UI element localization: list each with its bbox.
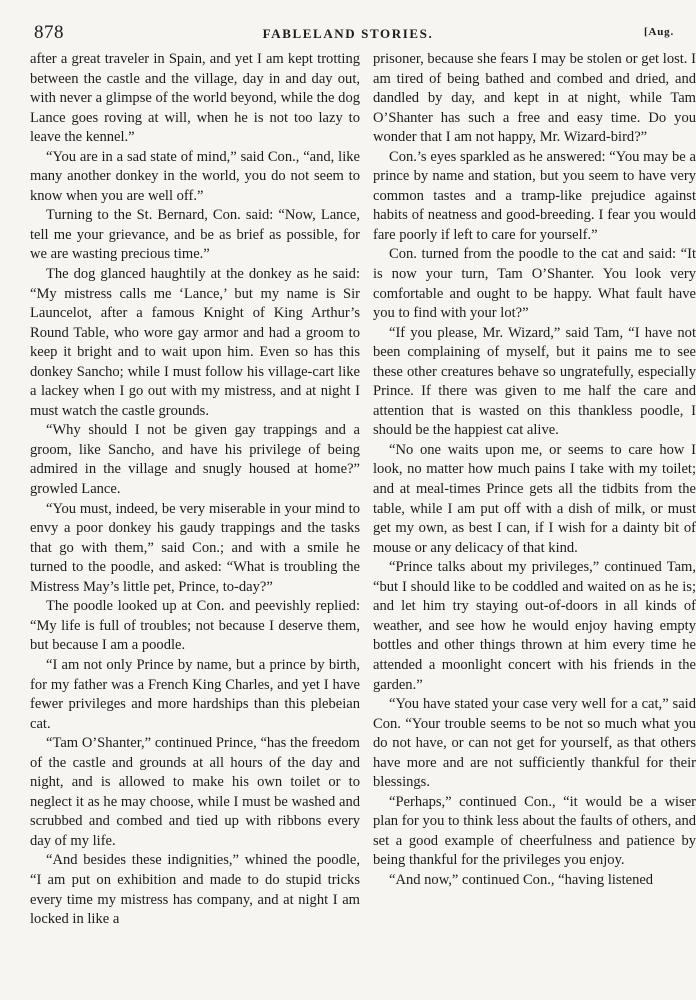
running-title: FABLELAND STORIES.: [262, 26, 434, 41]
paragraph: “No one waits upon me, or seems to care how I look, no matter how much pains I take with my toilet; and at meal-times Prince gets all the tidbits from the table, while I am put off with a dish of milk, or must get my own, as best I can, if I wish for a dainty bit of mouse or any delicacy of that kind.: [373, 441, 696, 556]
page-header: [0, 22, 696, 46]
issue-mark: [Aug.: [644, 26, 674, 38]
paragraph: “And besides these indignities,” whined the poodle, “I am put on exhibition and made to do stupid tricks every time my mistress has company, and at night I am locked in like a: [30, 852, 360, 928]
paragraph: “Tam O’Shanter,” continued Prince, “has the freedom of the castle and grounds at all hours of the day and night, and is allowed to make his own toilet or to neglect it as he may choose, while I must be washed and scrubbed and combed and tied up with ribbons every day of my life.: [30, 735, 360, 849]
paragraph: Con.’s eyes sparkled as he answered: “You may be a prince by name and station, but you seem to have very common tastes and a tramp-like prejudice against habits of neatness and good-breeding. I fear you would fare poorly if left to care for yourself.”: [373, 148, 696, 243]
paragraph: “You must, indeed, be very miserable in your mind to envy a poor donkey his gaudy trappings and the tasks that go with them,” said Con.; and with a smile he turned to the poodle, and asked: “What is troubling the Mistress May’s little pet, Prince, to-day?”: [30, 500, 360, 595]
paragraph: “Prince talks about my privileges,” continued Tam, “but I should like to be coddled and waited on as he is; and let him try staying out-of-doors in all kinds of weather, and see how he would enjoy having empty bottles and other things thrown at him every time he attended a moonlight concert with his friends in the garden.”: [373, 559, 696, 693]
paragraph: The poodle looked up at Con. and peevishly replied: “My life is full of troubles; not because I deserve them, but because I am a poodle.: [30, 598, 360, 654]
paragraph: Con. turned from the poodle to the cat and said: “It is now your turn, Tam O’Shanter. You look very comfortable and ought to be happy. What fault have you to find with your lot?”: [373, 246, 696, 322]
paragraph: “You are in a sad state of mind,” said Con., “and, like many another donkey in the world, you do not seem to know when you are well off.”: [30, 148, 360, 204]
paragraph: “I am not only Prince by name, but a prince by birth, for my father was a French King Charles, and yet I have fewer privileges and more hardships than this plebeian cat.: [30, 656, 360, 732]
paragraph: after a great traveler in Spain, and yet I am kept trotting between the castle and the village, day in and day out, with never a glimpse of the world beyond, while the dog Lance goes roving at will, when he is not too lazy to leave the kennel.”: [30, 51, 360, 146]
left-column: [30, 50, 360, 930]
paragraph: prisoner, because she fears I may be stolen or get lost. I am tired of being bathed and combed and dried, and dandled by day, and kept in at night, while Tam O’Shanter has such a free and easy time. Do you wonder that I am not happy, Mr. Wizard-bird?”: [373, 51, 696, 146]
paragraph: “And now,” continued Con., “having listened: [389, 871, 654, 888]
paragraph: The dog glanced haughtily at the donkey as he said: “My mistress calls me ‘Lance,’ but my name is Sir Launcelot, after a famous Knight of King Arthur’s Round Table, who wore gay armor and had a groom to keep it bright and to wait upon him. Even so has this donkey Sancho; while I must follow his village-cart like a lackey when I go out with my mistress, and at night I must watch the castle grounds.: [30, 266, 360, 419]
right-column: [373, 50, 696, 891]
paragraph: “Perhaps,” continued Con., “it would be a wiser plan for you to think less about the faults of others, and set a good example of cheerfulness and patience by being thankful for the privileges you enjoy.: [373, 793, 696, 869]
paragraph: “Why should I not be given gay trappings and a groom, like Sancho, and have his privilege of being admired in the village and snugly housed at home?” growled Lance.: [30, 422, 360, 498]
paragraph: “You have stated your case very well for a cat,” said Con. “Your trouble seems to be not so much what you do not have, or can not get for yourself, as that others have more and are not sufficiently thankful for their blessings.: [373, 696, 696, 791]
page-number: 878: [34, 22, 64, 43]
paragraph: Turning to the St. Bernard, Con. said: “Now, Lance, tell me your grievance, and be as brief as possible, for we are wasting precious time.”: [30, 207, 360, 263]
paragraph: “If you please, Mr. Wizard,” said Tam, “I have not been complaining of myself, but it pains me to see these other creatures behave so ungratefully, especially Prince. If there was given to me half the care and attention that is wasted on this thankless poodle, I should be the happiest cat alive.: [373, 324, 696, 439]
